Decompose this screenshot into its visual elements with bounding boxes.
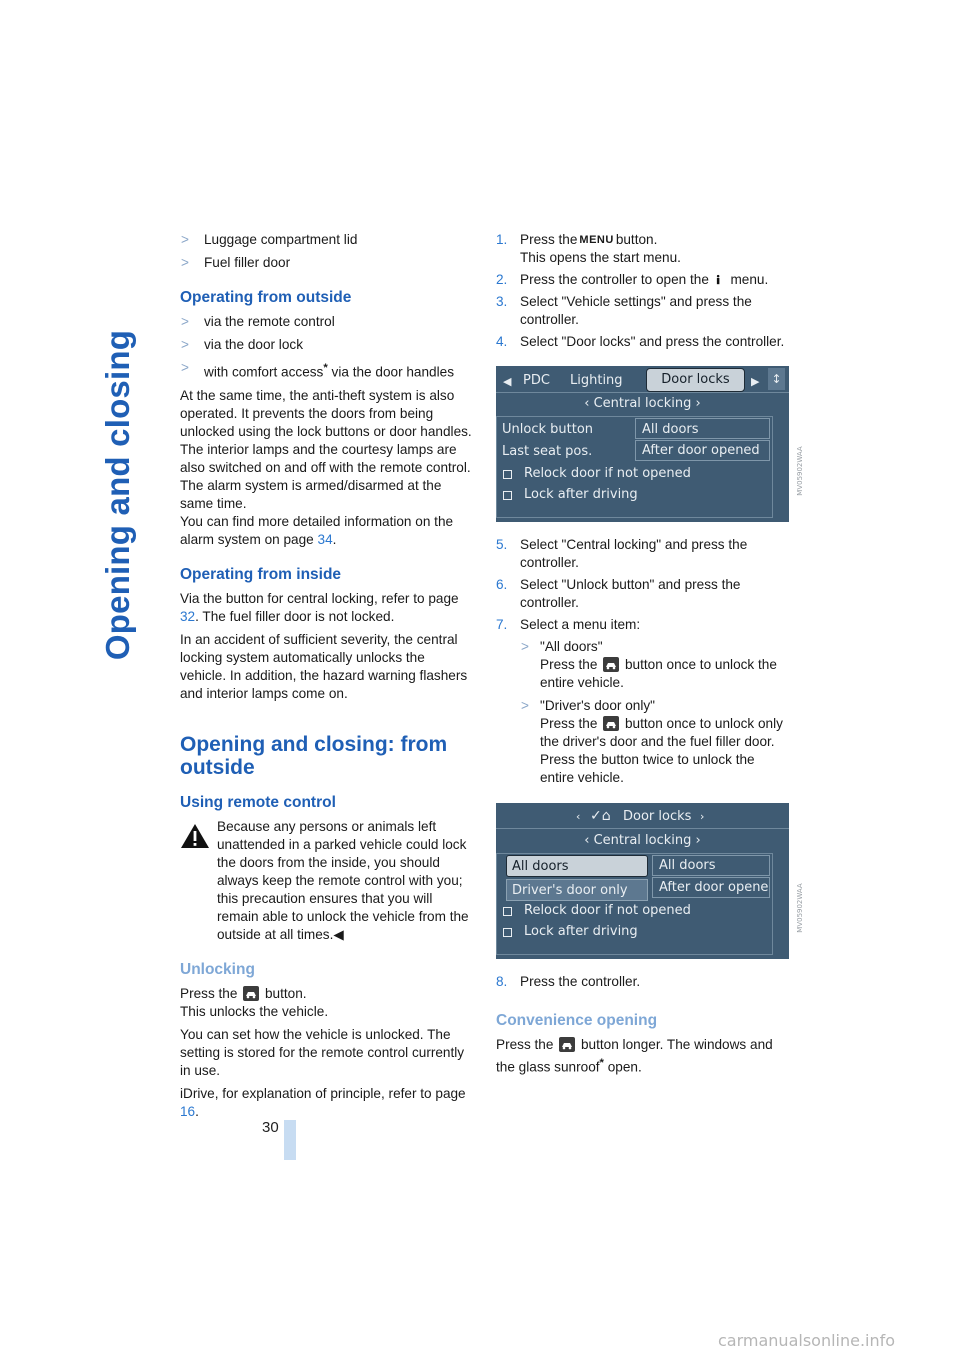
value-all-doors: All doors <box>659 858 716 873</box>
paragraph-antitheft: At the same time, the anti-theft system is also operated. It prevents the doors from being unlocked using the lock buttons or door handles. The interior lamps and the courtesy lamps are also switched on and off with the remote control. The alarm system is armed/disarmed at the same time. <box>180 387 472 511</box>
step-4: 4. Select "Door locks" and press the controller. <box>496 334 785 349</box>
row-relock: Relock door if not opened <box>524 903 691 918</box>
remote-unlock-button-icon <box>243 986 259 1001</box>
header-door-locks: Door locks <box>623 809 692 824</box>
right-column <box>496 231 804 1082</box>
row-unlock-button: Unlock button <box>502 422 594 437</box>
page-link-16[interactable]: 16 <box>180 1103 196 1119</box>
idrive-screen-door-locks: ◀ PDC Lighting Door locks ▶ ↕ ‹ Central locking › Unlock button All doors Last seat pos. After door opened Relock door if not opened Lock after driving MV05902WAA <box>496 366 789 522</box>
list-item: > via the remote control <box>181 314 335 329</box>
remote-unlock-button-icon <box>559 1037 575 1052</box>
list-item: > via the door lock <box>181 337 303 352</box>
step-2: 2. Press the controller to open the menu. <box>496 272 769 287</box>
step-1: 1. Press the MENU button. This opens the start menu. <box>496 232 681 265</box>
remote-unlock-button-icon <box>603 716 619 731</box>
left-chevron-icon: ‹ <box>576 810 581 823</box>
menu-button-label: MENU <box>579 234 614 246</box>
step-7: 7. Select a menu item: <box>496 617 641 632</box>
heading-operating-outside: Operating from outside <box>180 289 352 306</box>
paragraph-idrive: iDrive, for explanation of principle, refer to page 16. <box>180 1085 466 1119</box>
heading-remote-control: Using remote control <box>180 793 336 811</box>
car-lock-icon: ✓⌂ <box>590 808 611 824</box>
idrive-screen-central-locking: ‹ ✓⌂ Door locks › ‹ Central locking › All doors Driver's door only All doors After door opene Relock door if not opened Lock after driving MV05902WAA <box>496 803 789 959</box>
step-3: 3. Select "Vehicle settings" and press the controller. <box>496 294 752 327</box>
paragraph-press-unlock: Press the button. <box>180 985 307 1001</box>
divider <box>496 392 789 393</box>
option-all-doors-selected: All doors <box>506 855 648 877</box>
option-drivers-door: Driver's door only <box>506 879 648 901</box>
central-locking-header: ‹ Central locking › <box>584 396 701 411</box>
checkbox-relock <box>503 907 512 916</box>
checkbox-relock <box>503 470 512 479</box>
divider <box>496 828 789 829</box>
value-after-door: After door opened <box>642 443 760 458</box>
heading-opening-closing-outside: Opening and closing: from outside <box>180 732 448 779</box>
warning-triangle-icon <box>180 822 210 850</box>
heading-unlocking: Unlocking <box>180 960 255 978</box>
page-link-32[interactable]: 32 <box>180 608 196 624</box>
warning-note: Because any persons or animals left unattended in a parked vehicle could lock the doors from the inside, you should always keep the remote control with you; this precaution ensures that you will remain able to unlock the vehicle from the outside at all times.◀ <box>180 818 473 944</box>
heading-operating-inside: Operating from inside <box>180 565 342 583</box>
paragraph-unlocks: This unlocks the vehicle. <box>180 1003 329 1019</box>
list-item: > with comfort access* via the door handles <box>181 360 454 380</box>
step-5: 5. Select "Central locking" and press the controller. <box>496 537 748 570</box>
list-item: > Luggage compartment lid <box>181 232 358 247</box>
info-i-icon <box>715 272 725 287</box>
value-after-door: After door opene <box>659 880 769 895</box>
scroll-updown-icon: ↕ <box>768 368 785 390</box>
paragraph-setting: You can set how the vehicle is unlocked. The setting is stored for the remote control currently in use. <box>180 1026 465 1078</box>
checkbox-lock-after <box>503 928 512 937</box>
right-chevron-icon: › <box>700 810 705 823</box>
sub-item-drivers-door: > "Driver's door only" Press the button once to unlock only the driver's door and the fuel filler door. Press the button twice to unlock the entire vehicle. <box>521 698 783 785</box>
tab-lighting: Lighting <box>570 373 623 388</box>
row-relock: Relock door if not opened <box>524 466 691 481</box>
sub-item-all-doors: > "All doors" Press the button once to unlock the entire vehicle. <box>521 639 777 690</box>
step-8: 8. Press the controller. <box>496 974 641 989</box>
row-lock-after: Lock after driving <box>524 487 638 502</box>
paragraph-convenience: Press the button longer. The windows and the glass sunroof* open. <box>496 1037 773 1075</box>
step-6: 6. Select "Unlock button" and press the controller. <box>496 577 741 610</box>
page-number: 30 <box>262 1119 279 1136</box>
page-marker-bar <box>284 1120 296 1160</box>
page-link-34[interactable]: 34 <box>317 531 333 547</box>
left-arrow-icon: ◀ <box>503 375 512 388</box>
tab-door-locks: Door locks <box>646 368 745 392</box>
list-item: > Fuel filler door <box>181 255 291 270</box>
left-column <box>180 231 473 1126</box>
row-lock-after: Lock after driving <box>524 924 638 939</box>
remote-unlock-button-icon <box>603 657 619 672</box>
row-last-seat: Last seat pos. <box>502 444 593 459</box>
checkbox-lock-after <box>503 491 512 500</box>
value-all-doors: All doors <box>642 422 699 437</box>
central-locking-header: ‹ Central locking › <box>584 833 701 848</box>
watermark: carmanualsonline.info <box>718 1331 896 1350</box>
paragraph-inside: Via the button for central locking, refer to page 32. The fuel filler door is not locked. <box>180 590 459 624</box>
paragraph-alarm: You can find more detailed information on the alarm system on page 34. <box>180 513 454 547</box>
right-arrow-icon: ▶ <box>751 375 760 388</box>
paragraph-accident: In an accident of sufficient severity, the central locking system automatically unlocks the vehicle. In addition, the hazard warning flashers and interior lamps come on. <box>180 631 468 701</box>
tab-pdc: PDC <box>523 373 550 388</box>
heading-convenience-opening: Convenience opening <box>496 1012 658 1029</box>
